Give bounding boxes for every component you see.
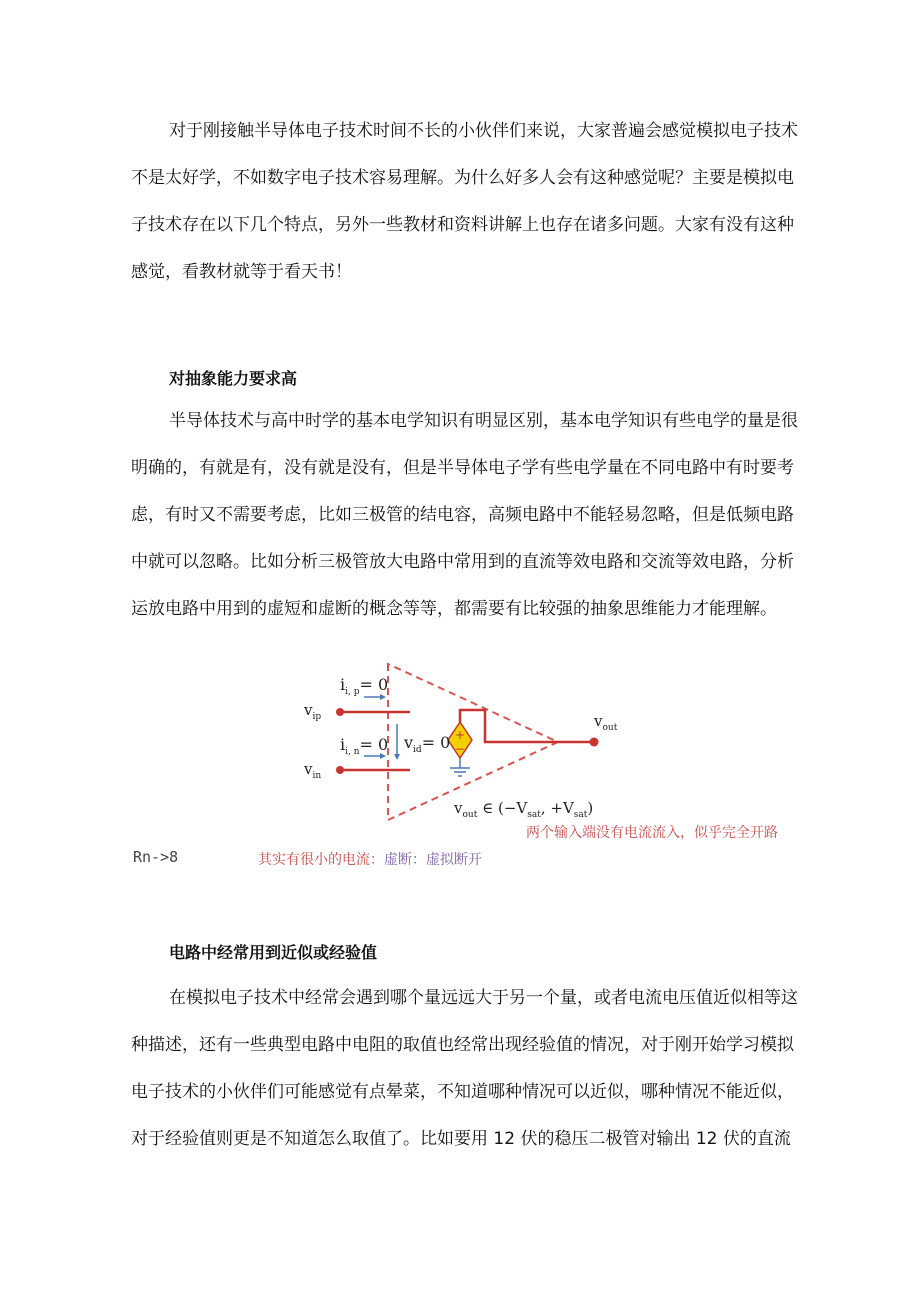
caption-virtual-break: 虚断：虚拟断开 [384, 852, 482, 868]
text-line: 感觉，看教材就等于看天书！ [131, 262, 352, 282]
text-line: 在模拟电子技术中经常会遇到哪个量远远大于另一个量，或者电流电压值近似相等这 [169, 988, 798, 1008]
output-wire [460, 710, 594, 742]
text-line: 中就可以忽略。比如分析三极管放大电路中常用到的直流等效电路和交流等效电路，分析 [131, 552, 794, 572]
vip-terminal [336, 708, 344, 716]
vip-label: $v_{ip}$ [304, 701, 322, 722]
in-current-label: $i_{i, n}= 0$ [340, 735, 389, 757]
text-line: 明确的，有就是有，没有就是没有，但是半导体电子学有些电学量在不同电路中有时要考 [131, 458, 794, 478]
text-line: 对于刚接触半导体电子技术时间不长的小伙伴们来说，大家普遍会感觉模拟电子技术 [169, 121, 798, 141]
svg-text:+: + [454, 728, 466, 742]
section-heading-abstraction: 对抽象能力要求高 [169, 369, 298, 388]
text-line: 电子技术的小伙伴们可能感觉有点晕菜，不知道哪种情况可以近似，哪种情况不能近似， [131, 1082, 794, 1102]
section1-paragraph [131, 398, 798, 633]
figure-caption-open-circuit: 两个输入端没有电流流入，似乎完全开路 [526, 825, 778, 841]
code-annotation: Rn->8 [133, 848, 179, 866]
output-range-label: $v_{out}$ ∈ ($-V_{sat}$, $+V_{sat}$) [454, 799, 594, 820]
text-line: 不是太好学，不如数字电子技术容易理解。为什么好多人会有这种感觉呢？主要是模拟电 [131, 168, 794, 188]
text-line: 子技术存在以下几个特点，另外一些教材和资料讲解上也存在诸多问题。大家有没有这种 [131, 215, 794, 235]
vout-terminal [590, 738, 599, 747]
ground-icon [450, 768, 470, 776]
text-line: 运放电路中用到的虚短和虚断的概念等等，都需要有比较强的抽象思维能力才能理解。 [131, 599, 777, 619]
figure-caption-virtual-open [258, 849, 482, 869]
svg-text:−: − [454, 742, 466, 756]
vin-label: $v_{in}$ [304, 760, 322, 781]
text-line: 对于经验值则更是不知道怎么取值了。比如要用 12 伏的稳压二极管对输出 12 伏的直流 [131, 1129, 791, 1149]
vout-label: $v_{out}$ [594, 712, 618, 733]
text-line: 种描述，还有一些典型电路中电阻的取值也经常出现经验值的情况，对于刚开始学习模拟 [131, 1035, 794, 1055]
caption-small-current: 其实有很小的电流： [258, 852, 384, 868]
ip-current-label: $i_{i, p}= 0$ [340, 675, 389, 697]
text-line: 半导体技术与高中时学的基本电学知识有明显区别，基本电学知识有些电学的量是很 [169, 411, 798, 431]
intro-paragraph [131, 108, 798, 296]
opamp-ideal-figure [300, 660, 620, 826]
vin-terminal [336, 766, 344, 774]
vid-arrow [394, 754, 400, 760]
ip-current-arrow [380, 694, 386, 700]
section2-paragraph [131, 975, 798, 1163]
text-line: 虑，有时又不需要考虑，比如三极管的结电容，高频电路中不能轻易忽略，但是低频电路 [131, 505, 794, 525]
section-heading-approximation: 电路中经常用到近似或经验值 [169, 943, 378, 962]
vid-label: $v_{id}= 0$ [404, 733, 451, 755]
